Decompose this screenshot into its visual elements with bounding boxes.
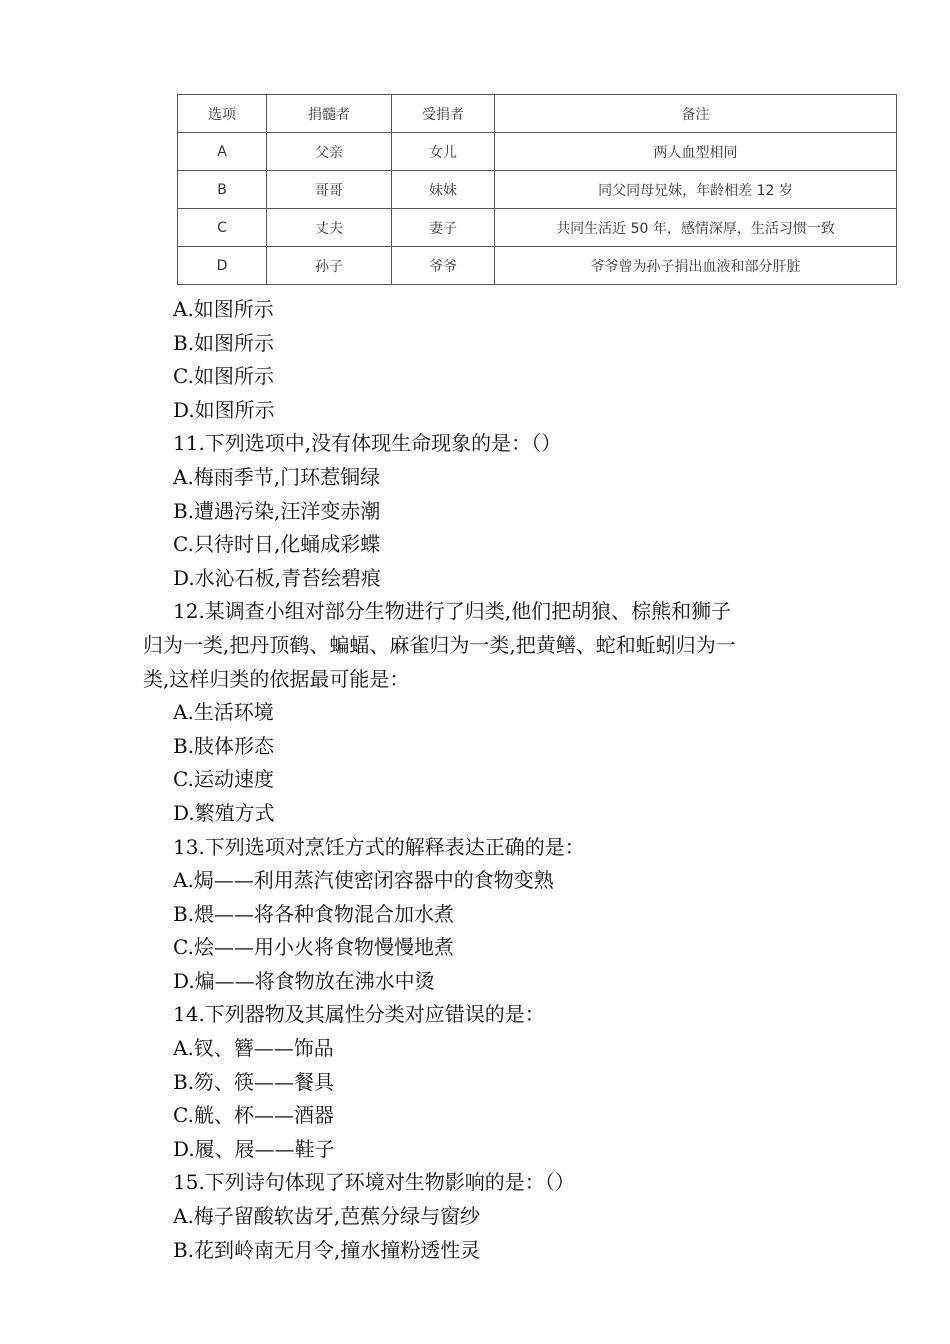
cell-remark: 两人血型相同 <box>495 133 897 171</box>
text-line: 归为一类,把丹顶鹤、蝙蝠、麻雀归为一类,把黄鳝、蛇和蚯蚓归为一 <box>143 632 736 657</box>
text-line: B.煨——将各种食物混合加水煮 <box>173 901 455 926</box>
cell-option: A <box>178 133 267 171</box>
text-line: A.焗——利用蒸汽使密闭容器中的食物变熟 <box>173 868 554 893</box>
text-line: A.梅子留酸软齿牙,芭蕉分绿与窗纱 <box>173 1204 481 1229</box>
text-line: C.烩——用小火将食物慢慢地煮 <box>173 935 454 960</box>
header-option: 选项 <box>178 95 267 133</box>
cell-remark: 爷爷曾为孙子捐出血液和部分肝脏 <box>495 247 897 285</box>
cell-donor: 父亲 <box>267 133 392 171</box>
text-line: A.生活环境 <box>173 700 274 725</box>
text-line: A.如图所示 <box>173 297 274 321</box>
cell-recipient: 妻子 <box>392 209 495 247</box>
text-line: A.梅雨季节,门环惹铜绿 <box>173 464 381 489</box>
cell-option: B <box>178 171 267 209</box>
text-line: C.运动速度 <box>173 767 274 792</box>
text-line: 类,这样归类的依据最可能是： <box>143 666 410 691</box>
text-line: B.花到岭南无月令,撞水撞粉透性灵 <box>173 1237 481 1262</box>
text-line: C.觥、杯——酒器 <box>173 1103 334 1128</box>
text-line: C.如图所示 <box>173 364 274 389</box>
table-row <box>178 247 897 285</box>
text-line: 13.下列选项对烹饪方式的解释表达正确的是： <box>173 834 585 859</box>
text-line: D.如图所示 <box>173 397 275 422</box>
cell-recipient: 女儿 <box>392 133 495 171</box>
donor-table <box>177 94 897 285</box>
text-line: 11.下列选项中,没有体现生命现象的是：（） <box>173 431 562 456</box>
cell-option: C <box>178 209 267 247</box>
cell-remark: 共同生活近 50 年，感情深厚，生活习惯一致 <box>495 209 897 247</box>
text-line: 15.下列诗句体现了环境对生物影响的是：（） <box>173 1170 575 1195</box>
header-donor: 捐髓者 <box>267 95 392 133</box>
header-recipient: 受捐者 <box>392 95 495 133</box>
table-header-row <box>178 95 897 133</box>
table-row <box>178 133 897 171</box>
question-text <box>143 293 823 1267</box>
cell-recipient: 妹妹 <box>392 171 495 209</box>
text-line: 12.某调查小组对部分生物进行了归类,他们把胡狼、棕熊和狮子 <box>173 599 732 624</box>
cell-donor: 丈夫 <box>267 209 392 247</box>
header-remark: 备注 <box>495 95 897 133</box>
table-row <box>178 171 897 209</box>
cell-donor: 孙子 <box>267 247 392 285</box>
cell-option: D <box>178 247 267 285</box>
text-line: D.履、屐——鞋子 <box>173 1136 335 1161</box>
text-line: D.繁殖方式 <box>173 800 275 825</box>
cell-remark: 同父同母兄妹，年龄相差 12 岁 <box>495 171 897 209</box>
text-line: D.水沁石板,青苔绘碧痕 <box>173 565 382 590</box>
cell-donor: 哥哥 <box>267 171 392 209</box>
text-line: B.如图所示 <box>173 330 275 355</box>
text-line: B.遭遇污染,汪洋变赤潮 <box>173 498 381 523</box>
text-line: B.笏、筷——餐具 <box>173 1069 335 1094</box>
text-line: A.钗、簪——饰品 <box>173 1036 334 1061</box>
text-line: B.肢体形态 <box>173 733 275 758</box>
text-line: D.煸——将食物放在沸水中烫 <box>173 968 435 993</box>
table-row <box>178 209 897 247</box>
text-line: C.只待时日,化蛹成彩蝶 <box>173 532 381 557</box>
text-line: 14.下列器物及其属性分类对应错误的是： <box>173 1002 545 1027</box>
cell-recipient: 爷爷 <box>392 247 495 285</box>
